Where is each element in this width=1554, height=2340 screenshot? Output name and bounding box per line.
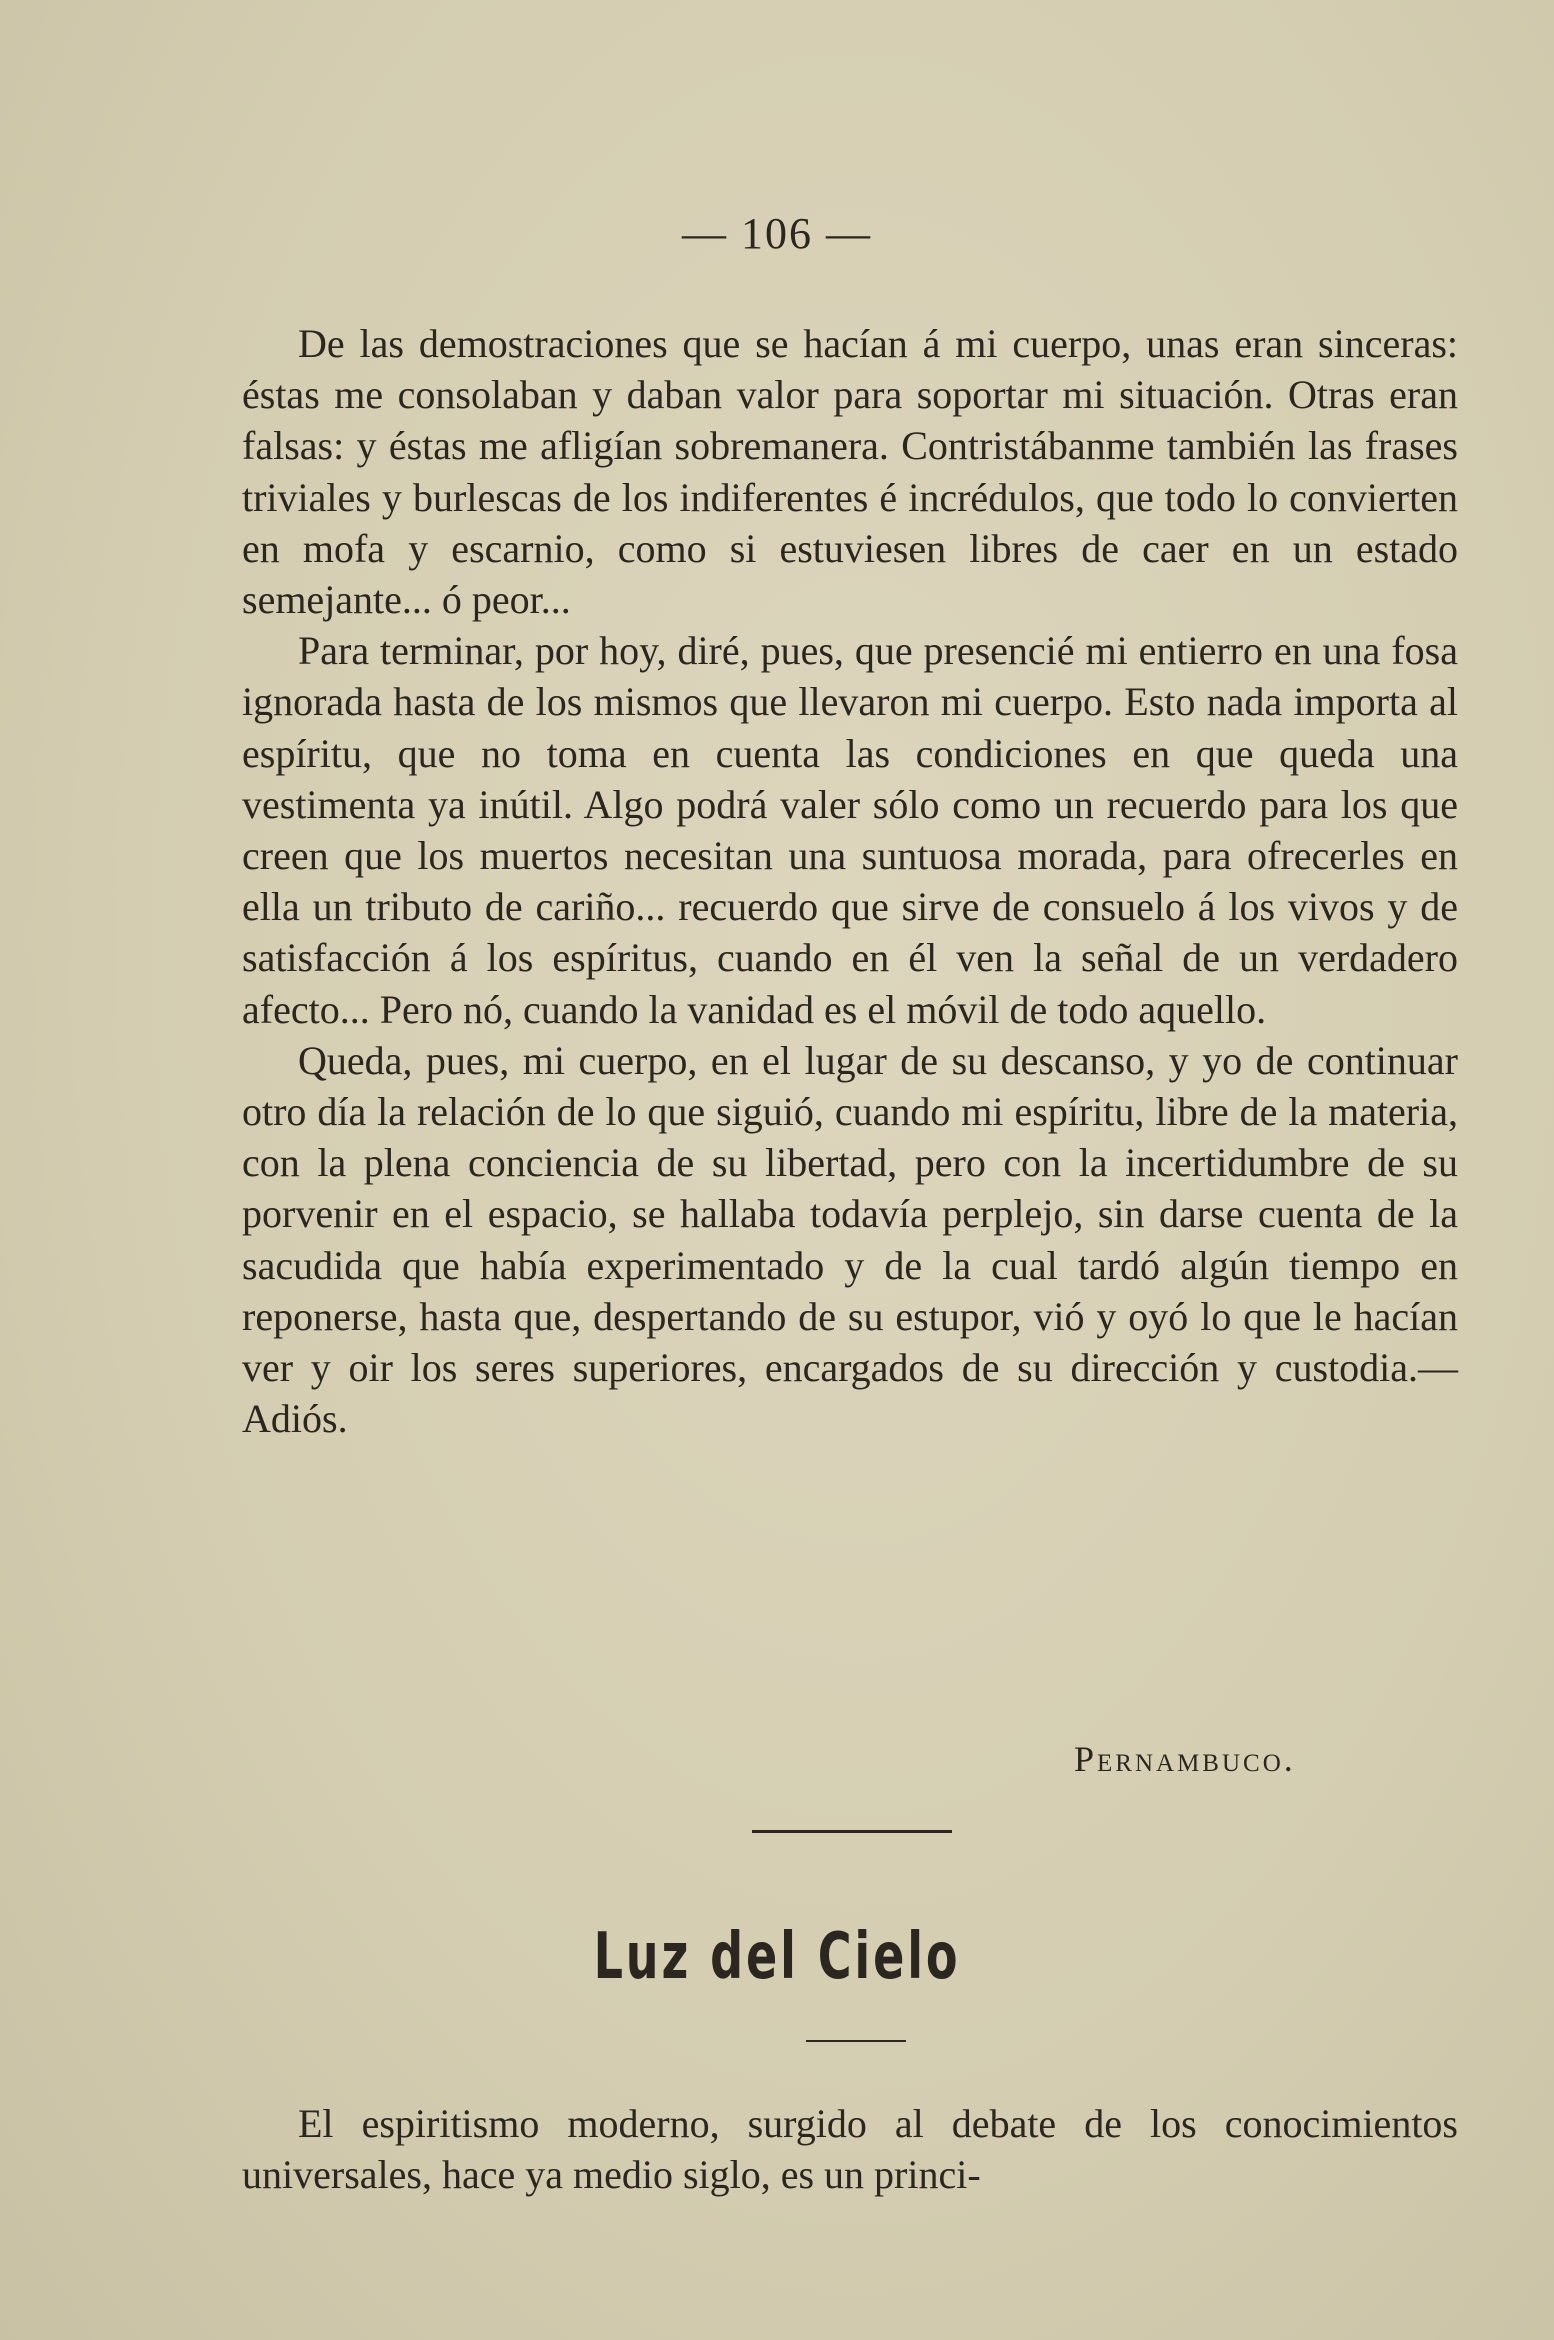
author-signature: Pernambuco. — [1074, 1739, 1296, 1779]
section-divider — [752, 1830, 952, 1833]
paragraph-1: De las demostraciones que se hacían á mi cuerpo, unas eran sinceras: éstas me consolaban y daban valor para soportar mi situación. Otras eran falsas: y éstas me afligían sobremanera. Contristábanme también las frases triviales y burlescas de los indiferentes é incrédulos, que todo lo convierten en mofa y escarnio, como si estuviesen libres de caer en un estado semejante... ó peor... — [242, 321, 1458, 623]
paragraph-2: Para terminar, por hoy, diré, pues, que presencié mi entierro en una fosa ignorada hasta de los mismos que llevaron mi cuerpo. Esto nada importa al espíritu, que no toma en cuenta las condiciones en que queda una vestimenta ya inútil. Algo podrá valer sólo como un recuerdo para los que creen que los muertos necesitan una suntuosa morada, para ofrecerles en ella un tributo de cariño... recuerdo que sirve de consuelo á los vivos y de satisfacción á los espíritus, cuando en él ven la señal de un verdadero afecto... Pero nó, cuando la vanidad es el móvil de todo aquello. — [242, 628, 1458, 1032]
article-body — [242, 318, 1458, 1444]
next-article-body — [242, 2098, 1458, 2200]
next-paragraph-1: El espiritismo moderno, surgido al debate de los conocimientos universales, hace ya medio siglo, es un princi- — [242, 2101, 1458, 2198]
section-title: Luz del Cielo — [593, 1920, 961, 1994]
title-underline — [806, 2040, 906, 2042]
page-number: — 106 — — [682, 209, 872, 258]
paragraph-3: Queda, pues, mi cuerpo, en el lugar de su descanso, y yo de continuar otro día la relación de lo que siguió, cuando mi espíritu, libre de la materia, con la plena conciencia de su libertad, pero con la incertidumbre de su porvenir en el espacio, se hallaba todavía perplejo, sin darse cuenta de la sacudida que había experimentado y de la cual tardó algún tiempo en reponerse, hasta que, despertando de su estupor, vió y oyó lo que le hacían ver y oir los seres superiores, encargados de su dirección y custodia.—Adiós. — [242, 1037, 1458, 1442]
